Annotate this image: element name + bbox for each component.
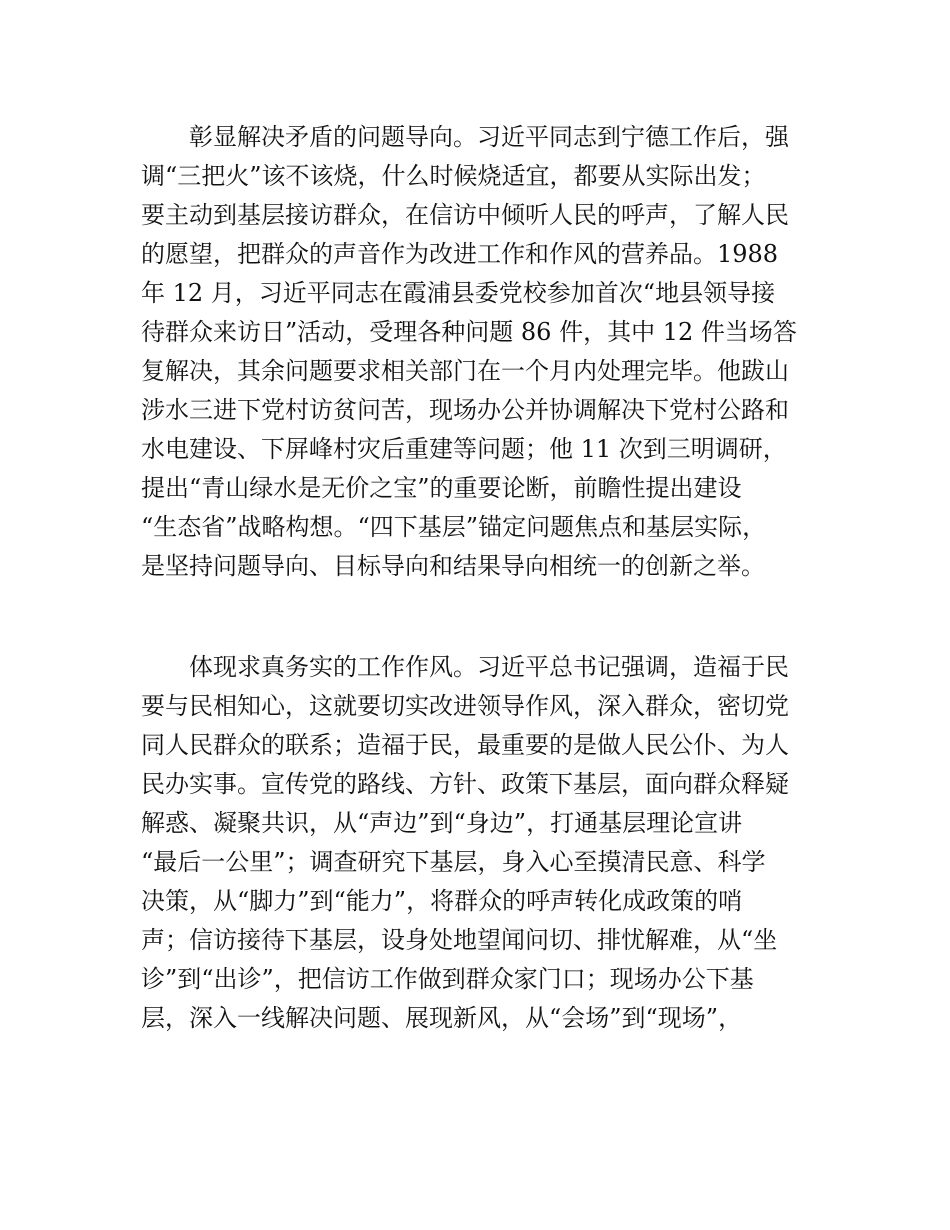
text-line: 决策，从“脚力”到“能力”，将群众的呼声转化成政策的哨 bbox=[141, 887, 743, 915]
text-line: 解惑、凝聚共识，从“声边”到“身边”，打通基层理论宣讲 bbox=[141, 809, 743, 837]
text-line: 诊”到“出诊”，把信访工作做到群众家门口；现场办公下基 bbox=[141, 965, 754, 993]
text-line: 彰显解决矛盾的问题导向。习近平同志到宁德工作后，强 bbox=[189, 123, 789, 151]
text-line: 年 12 月，习近平同志在霞浦县委党校参加首次“地县领导接 bbox=[141, 279, 776, 307]
text-line: 提出“青山绿水是无价之宝”的重要论断，前瞻性提出建设 bbox=[141, 474, 742, 502]
text-line: 水电建设、下屏峰村灾后重建等问题；他 11 次到三明调研， bbox=[141, 435, 787, 463]
text-line: 是坚持问题导向、目标导向和结果导向相统一的创新之举。 bbox=[141, 552, 765, 580]
text-line: 要与民相知心，这就要切实改进领导作风，深入群众，密切党 bbox=[141, 692, 789, 720]
text-line: 层，深入一线解决问题、展现新风，从“会场”到“现场”， bbox=[141, 1004, 743, 1032]
text-line: 民办实事。宣传党的路线、方针、政策下基层，面向群众释疑 bbox=[141, 770, 789, 798]
text-line: 的愿望，把群众的声音作为改进工作和作风的营养品。1988 bbox=[141, 240, 779, 268]
text-line: “生态省”战略构想。“四下基层”锚定问题焦点和基层实际， bbox=[141, 513, 767, 541]
text-line: “最后一公里”；调查研究下基层，身入心至摸清民意、科学 bbox=[141, 848, 766, 876]
text-line: 体现求真务实的工作作风。习近平总书记强调，造福于民 bbox=[189, 653, 789, 681]
text-line: 复解决，其余问题要求相关部门在一个月内处理完毕。他跋山 bbox=[141, 357, 789, 385]
text-line: 调“三把火”该不该烧，什么时候烧适宜，都要从实际出发； bbox=[141, 162, 766, 190]
text-line: 待群众来访日”活动，受理各种问题 86 件，其中 12 件当场答 bbox=[141, 318, 797, 346]
text-line: 涉水三进下党村访贫问苦，现场办公并协调解决下党村公路和 bbox=[141, 396, 789, 424]
text-line: 同人民群众的联系；造福于民，最重要的是做人民公仆、为人 bbox=[141, 731, 789, 759]
text-line: 声；信访接待下基层，设身处地望闻问切、排忧解难，从“坐 bbox=[141, 926, 778, 954]
text-line: 要主动到基层接访群众，在信访中倾听人民的呼声，了解人民 bbox=[141, 201, 789, 229]
